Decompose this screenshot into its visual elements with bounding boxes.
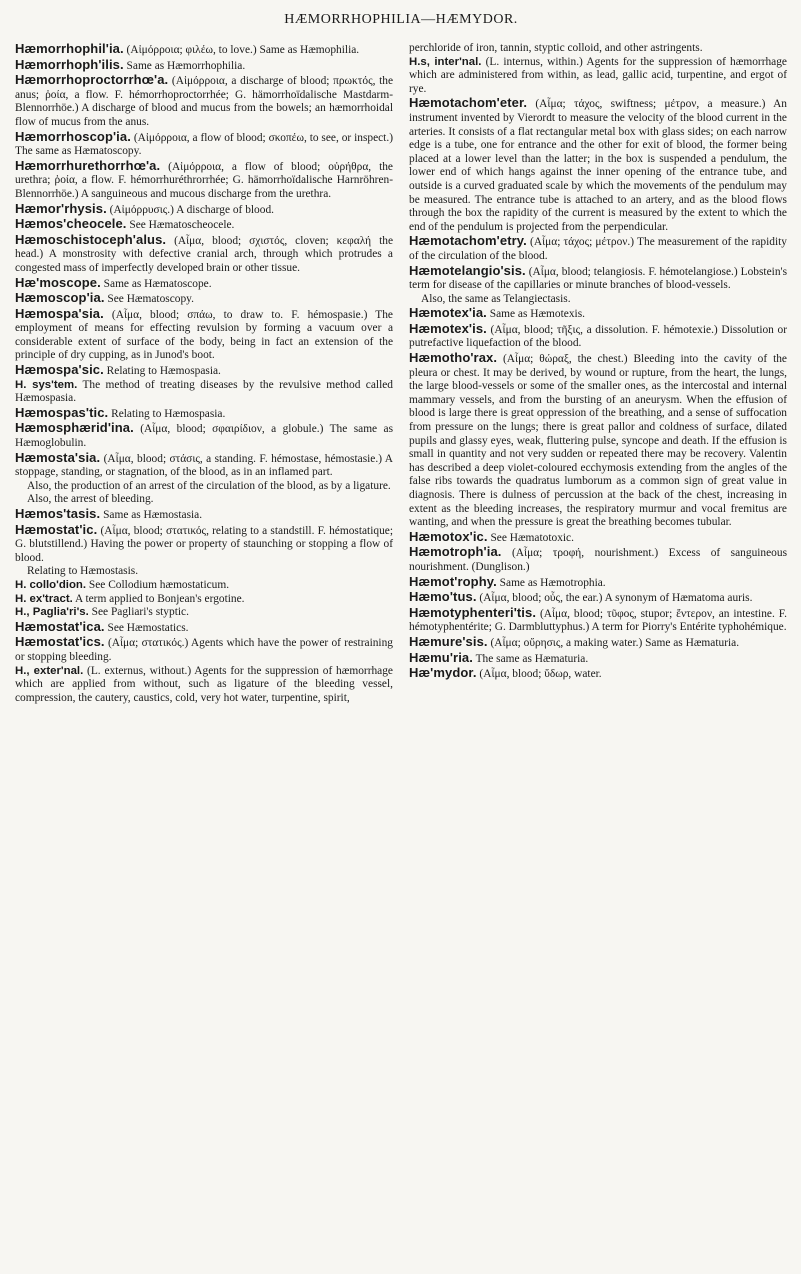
entry-headword: Hæmospas'tic. [15,404,109,420]
entry-headword: Hæmot'rophy. [409,573,497,589]
entry-definition: (Αἷμα; τροφή, nourishment.) Excess of sanguineous nourishment. (Dunglison.) [409,547,787,573]
entry-definition: Same as Hæmotrophia. [496,576,606,589]
entry-definition: (Αἱμόρροια, a flow of blood; σκοπέω, to see, or inspect.) The same as Hæmatoscopy. [15,131,393,158]
entry-definition: (Αἷμα; στατικός.) Agents which have the power of restraining or stopping bleeding. [15,637,393,663]
entry-continuation-paragraph: Also, the same as Telangiectasis. [421,292,571,305]
dictionary-entry [15,291,393,307]
entry-definition: (Αἷμα, blood; σφαιρίδιον, a globule.) The same as Hæmoglobulin. [15,423,393,450]
left-column [15,42,393,705]
entry-definition: (Αἱμόρροια, a discharge of blood; πρωκτός, the anus; ῥοία, a flow. F. hémorrhoproctorrhée; G. hämorrhoïdalische Mastdarm-Blennorrhöe.) A discharge of blood and mucus from the bowels; an hæmorrhoidal flow of mucus from the anus. [15,75,393,128]
dictionary-entry [15,233,393,276]
entry-headword: Hæmorrhoph'ilis. [15,56,124,72]
dictionary-entry [15,307,393,363]
entry-headword: Hæ'moscope. [15,274,101,290]
dictionary-entry [15,406,393,422]
dictionary-entry [15,42,393,58]
entry-headword: Hæmure'sis. [409,633,488,649]
entry-headword: Hæmosphærid'ina. [15,420,134,436]
running-head: HÆMORRHOPHILIA—HÆMYDOR. [284,12,518,27]
entry-definition: Same as Hæmatoscope. [100,277,212,290]
dictionary-entry [15,507,393,523]
entry-subheadword: H. sys'tem. [15,378,78,391]
dictionary-entry [15,379,393,406]
entry-headword: Hæmotroph'ia. [409,544,502,560]
entry-definition: (Αἷμα, blood; σχιστός, cloven; κεφαλή the head.) A monstrosity with defective cranial arch, through which protrudes a congested mass of imperfectly developed brain or other tissue. [15,234,393,274]
dictionary-entry [15,130,393,159]
entry-headword: Hæmotyphenteri'tis. [409,604,537,620]
dictionary-entry [15,363,393,379]
dictionary-entry [15,620,393,636]
dictionary-entry [409,306,787,322]
entry-headword: Hæmotho'rax. [409,350,498,366]
entry-definition: (Αἷμα, blood; τῆξις, a dissolution. F. hémotexie.) Dissolution or putrefactive liquefaction of the blood. [409,323,787,350]
continued-text: perchloride of iron, tannin, styptic colloid, and other astringents. [409,42,703,54]
entry-definition: Relating to Hæmospasia. [103,365,221,378]
dictionary-entry [15,665,393,706]
entry-definition: See Hæmatoscheocele. [126,219,235,232]
entry-definition: (Αἷμα, blood; ὕδωρ, water. [476,668,602,681]
entry-definition: See Hæmatotoxic. [487,531,574,544]
dictionary-entry [15,159,393,202]
entry-headword: Hæmostat'ics. [15,634,105,650]
entry-definition: See Collodium hæmostaticum. [86,578,230,591]
dictionary-entry [409,666,787,682]
entry-headword: Hæ'mydor. [409,665,477,681]
entry-definition: (L. externus, without.) Agents for the suppression of hæmorrhage which are applied from without, such as ligature of the bleeding vessel, compression, the cautery, caustics, cold, very hot water, turpentine, spirit, [15,664,393,704]
dictionary-entry [15,421,393,450]
entry-definition: The method of treating diseases by the revulsive method called Hæmospasia. [15,378,393,405]
entry-definition: (Αἷμα; θώραξ, the chest.) Bleeding into the cavity of the pleura or chest. It may be derived, by wound or rupture, from the heart, the lungs, the large blood-vessels or some of the smaller ones, as the intercostal and internal mammary vessels, and from the bursting of an aneurysm. When the effusion of blood is large there is great oppression of the breathing, and a sense of suffocation from pressure on the lungs; there is great pallor and coldness of surface, dilated pupils and glassy eyes, weak, fluttering pulse, syncope and death. If the effusion is small in quantity and not very sudden or repeated there may be recovery. Valentin has described a deep violet-coloured ecchymosis extending from the angles of the false ribs towards the quadratus lumborum as a common sign of great value in diagnosis. There is dulness of percussion at the back of the chest, increasing in extent as the bleeding increases, the respiratory murmur and vocal fremitus are wanting, and when the pressure is great the breathing becomes tubular. [409,353,787,529]
entry-headword: Hæmospa'sic. [15,362,104,378]
entry-definition: Same as Hæmorrhophilia. [123,59,246,72]
entry-subheadword: H. ex'tract. [15,592,73,605]
entry-headword: Hæmorrhophil'ia. [15,41,124,56]
dictionary-entry [15,217,393,233]
entry-headword: Hæmostat'ic. [15,521,98,537]
dictionary-entry [409,575,787,591]
entry-headword: Hæmorrhoscop'ia. [15,128,131,144]
entry-headword: Hæmorrhoproctorrhœ'a. [15,72,169,88]
dictionary-entry [409,606,787,635]
entry-headword: Hæmorrhurethorrhœ'a. [15,157,161,173]
entry-definition: (Αἷμα; οὔρησις, a making water.) Same as Hæmaturia. [487,636,740,649]
dictionary-entry [15,593,393,607]
entry-definition: (Αἷμα, blood; telangiosis. F. hémotelangiose.) Lobstein's term for disease of the capillaries or minute branches of blood-vessels. [409,265,787,292]
dictionary-entry [409,651,787,667]
entry-headword: Hæmotachom'etry. [409,233,527,249]
dictionary-entry [15,579,393,593]
entry-definition: Same as Hæmostasia. [100,509,203,521]
entry-headword: Hæmo'tus. [409,589,477,605]
entry-definition: (Αἷμα, blood; στατικός, relating to a standstill. F. hémostatique; G. blutstillend.) Having the power or property of staunching or stopping a flow of blood. [15,524,393,564]
entry-definition: The same as Hæmaturia. [472,652,589,665]
entry-headword: Hæmu'ria. [409,649,473,665]
entry-definition: (L. internus, within.) Agents for the suppression of hæmorrhage which are administered from within, as lead, gallic acid, turpentine, and ergot of rye. [409,55,787,95]
entry-definition: (Αἷμα; τάχος; μέτρον.) The measurement of the rapidity of the circulation of the blood. [409,236,787,262]
entry-definition: (Αἱμόρρυσις.) A discharge of blood. [106,203,274,216]
dictionary-entry [15,451,393,480]
entry-definition: (Αἷμα; τάχος, swiftness; μέτρον, a measure.) An instrument invented by Vierordt to measure the velocity of the blood current in the arteries. It consists of a flat rectangular metal box with glass sides; on each narrow edge is a tube, one for entrance and the other for exit of blood, the former being placed at a lower level than the latter; in the box is suspended a pendulum, the lower end of which hangs against the inner opening of the entrance tube, and outside is a curved graduated scale by which the movements of the pendulum may be measured. The entrance tube is attached to an artery, and as the blood flows through the box the rapidity of the current is measured by the extent to which the end of the pendulum is projected from the perpendicular. [409,98,787,233]
entry-headword: Hæmotachom'eter. [409,95,528,111]
entry-headword: Hæmotex'is. [409,320,487,336]
entry-subheadword: H.s, inter'nal. [409,55,482,68]
entry-headword: Hæmotox'ic. [409,528,488,544]
entry-headword: Hæmostat'ica. [15,618,105,634]
dictionary-entry [409,56,787,97]
entry-headword: Hæmoschistoceph'alus. [15,231,167,247]
columns [15,42,787,705]
dictionary-entry [409,590,787,606]
dictionary-entry [15,202,393,218]
dictionary-entry [409,322,787,351]
entry-definition: (Αἱμόρροια, a flow of blood; οὐρήθρα, the urethra; ῥοία, a flow. F. hémorrhuréthrorrhée; G. hämorrhoïdalische Harnröhren-Blennorrhöe.) A sanguineous and mucous discharge from the urethra. [15,160,393,200]
entry-continuation-paragraph: Also, the production of an arrest of the circulation of the blood, as by a ligature. [27,479,391,492]
dictionary-entry [15,523,393,566]
entry-definition: (Αἷμα, blood; τῦφος, stupor; ἔντερον, an intestine. F. hémotyphentérite; G. Darmbluttyphus.) A term for Piorry's Entérite typhohémique. [409,607,787,634]
entry-definition: A term applied to Bonjean's ergotine. [72,592,245,605]
dictionary-entry [409,635,787,651]
dictionary-entry [409,234,787,263]
entry-headword: Hæmotex'ia. [409,305,487,321]
entry-definition: Relating to Hæmospasia. [108,407,226,420]
entry-headword: Hæmotelangio'sis. [409,262,526,278]
entry-definition: (Αἷμα, blood; στάσις, a standing. F. hémostase, hémostasie.) A stoppage, standing, or stagnation, of the blood, as in an inflamed part. [15,452,393,479]
dictionary-entry [409,351,787,530]
dictionary-entry [15,606,393,620]
entry-continuation-paragraph: Relating to Hæmostasis. [27,565,139,578]
dictionary-entry [409,96,787,234]
entry-definition: See Hæmatoscopy. [104,293,194,306]
entry-subheadword: H. collo'dion. [15,578,87,591]
entry-definition: See Hæmostatics. [104,621,189,634]
entry-headword: Hæmos'tasis. [15,506,101,521]
entry-definition: Same as Hæmotexis. [486,308,585,321]
dictionary-entry [409,545,787,574]
dictionary-entry [409,530,787,546]
entry-headword: Hæmor'rhysis. [15,200,107,216]
entry-headword: Hæmos'cheocele. [15,216,127,232]
entry-headword: Hæmoscop'ia. [15,290,105,306]
entry-headword: Hæmosta'sia. [15,449,101,465]
dictionary-entry [15,635,393,664]
entry-definition: See Pagliari's styptic. [88,606,189,619]
entry-subheadword: H., Paglia'ri's. [15,606,89,619]
entry-definition: (Αἷμα, blood; οὖς, the ear.) A synonym of Hæmatoma auris. [476,592,753,605]
dictionary-entry [15,73,393,129]
entry-definition: (Αἱμόρροια; φιλέω, to love.) Same as Hæmophilia. [123,44,360,56]
dictionary-entry [15,58,393,74]
entry-definition: (Αἷμα, blood; σπάω, to draw to. F. hémospasie.) The employment of means for effecting revulsion by forming a vacuum over a considerable extent of surface of the body, being in fact an extension of the principle of dry cupping, as in Junod's boot. [15,308,393,362]
entry-continuation-paragraph: Also, the arrest of bleeding. [27,493,154,506]
entry-subheadword: H., exter'nal. [15,664,84,677]
right-column [409,42,787,705]
dictionary-entry [15,276,393,292]
dictionary-entry [409,264,787,293]
entry-headword: Hæmospa'sia. [15,305,104,321]
